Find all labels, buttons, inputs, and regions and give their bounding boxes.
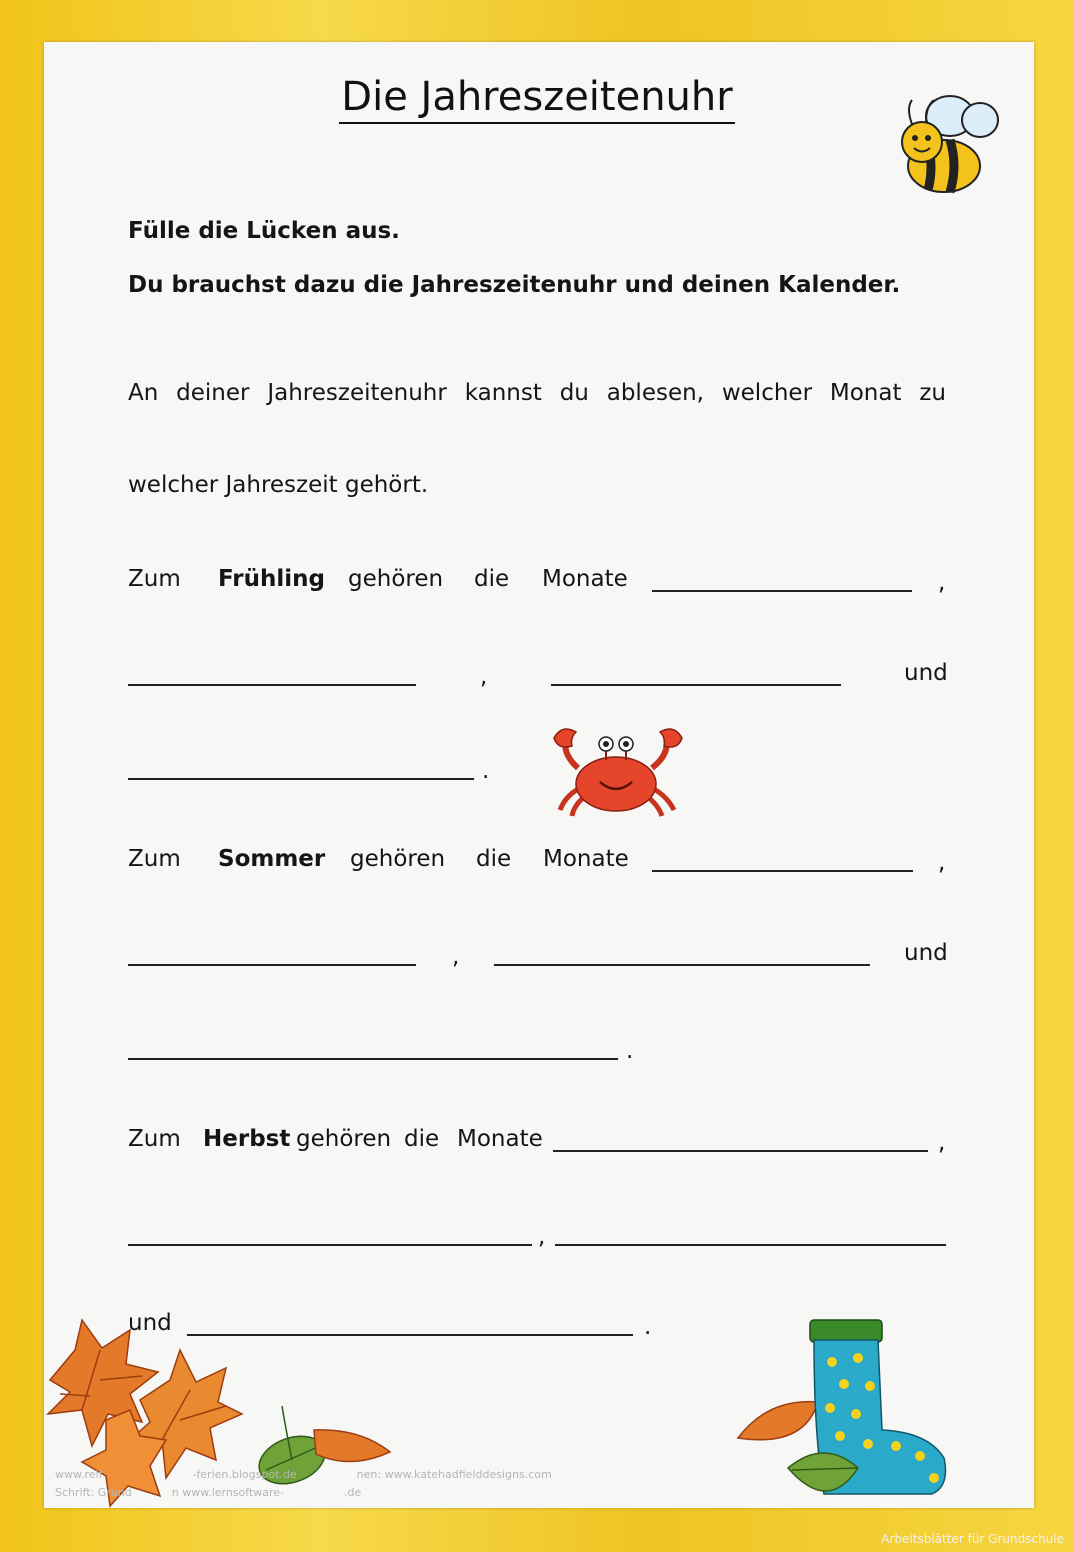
summer-month-blank-3[interactable] <box>494 964 870 966</box>
intro-word: ablesen, <box>606 380 704 406</box>
intro-word: Jahreszeitenuhr <box>267 380 447 406</box>
spring-period: . <box>482 758 490 784</box>
summer-comma-2: , <box>452 944 460 970</box>
autumn-month-blank-2[interactable] <box>128 1244 532 1246</box>
summer-month-blank-2[interactable] <box>128 964 416 966</box>
intro-line-2: welcher Jahreszeit gehört. <box>128 472 429 498</box>
summer-gehoeren: gehören <box>350 846 446 872</box>
spring-gehoeren: gehören <box>348 566 444 592</box>
spring-comma-2: , <box>480 664 488 690</box>
crab-icon <box>548 724 688 820</box>
autumn-season: Herbst <box>203 1126 291 1152</box>
footer-font-fragment: Schrift: Grund <box>55 1486 132 1499</box>
intro-word: deiner <box>176 380 250 406</box>
footer-blog-fragment: -ferien.blogspot.de <box>192 1468 297 1481</box>
rain-boot-icon <box>728 1318 958 1514</box>
footer-credits-line-1 <box>55 1468 552 1481</box>
autumn-month-blank-4[interactable] <box>187 1334 633 1336</box>
spring-month-blank-4[interactable] <box>128 778 474 780</box>
intro-word: An <box>128 380 159 406</box>
summer-period: . <box>626 1038 634 1064</box>
footer-lernsoftware-fragment: n www.lernsoftware- <box>171 1486 285 1499</box>
bee-icon <box>888 78 1008 198</box>
summer-comma-1: , <box>938 850 946 876</box>
autumn-die: die <box>404 1126 440 1152</box>
intro-word: Monat <box>829 380 902 406</box>
summer-month-blank-4[interactable] <box>128 1058 618 1060</box>
intro-line-1 <box>128 380 946 406</box>
page-title-text: Die Jahreszeitenuhr <box>339 74 734 124</box>
summer-die: die <box>476 846 512 872</box>
intro-word: kannst <box>464 380 542 406</box>
spring-die: die <box>474 566 510 592</box>
autumn-comma-1: , <box>938 1130 946 1156</box>
autumn-month-blank-1[interactable] <box>553 1150 928 1152</box>
footer-domain-fragment: .de <box>344 1486 362 1499</box>
footer-credits-line-2 <box>55 1486 361 1499</box>
footer-url-fragment: www.reif <box>55 1468 103 1481</box>
autumn-gehoeren: gehören <box>296 1126 392 1152</box>
summer-month-blank-1[interactable] <box>652 870 913 872</box>
instruction-line-2: Du brauchst dazu die Jahreszeitenuhr und deinen Kalender. <box>128 272 901 298</box>
intro-word: zu <box>919 380 946 406</box>
autumn-month-blank-3[interactable] <box>555 1244 946 1246</box>
spring-zum: Zum <box>128 566 181 592</box>
summer-season: Sommer <box>218 846 326 872</box>
worksheet-paper <box>44 42 1034 1508</box>
summer-monate: Monate <box>543 846 629 872</box>
spring-month-blank-1[interactable] <box>652 590 912 592</box>
summer-und: und <box>904 940 948 966</box>
autumn-zum: Zum <box>128 1126 181 1152</box>
instruction-line-1: Fülle die Lücken aus. <box>128 218 400 244</box>
intro-word: welcher <box>721 380 813 406</box>
spring-month-blank-2[interactable] <box>128 684 416 686</box>
autumn-comma-2: , <box>538 1224 546 1250</box>
autumn-und: und <box>128 1310 172 1336</box>
autumn-monate: Monate <box>457 1126 543 1152</box>
summer-zum: Zum <box>128 846 181 872</box>
spring-und: und <box>904 660 948 686</box>
autumn-period: . <box>644 1314 652 1340</box>
spring-season: Frühling <box>218 566 325 592</box>
spring-month-blank-3[interactable] <box>551 684 841 686</box>
footer-illustrations-fragment: nen: www.katehadfielddesigns.com <box>356 1468 552 1481</box>
spring-monate: Monate <box>542 566 628 592</box>
spring-comma-1: , <box>938 570 946 596</box>
intro-word: du <box>559 380 589 406</box>
corner-label: Arbeitsblätter für Grundschule <box>881 1532 1064 1546</box>
